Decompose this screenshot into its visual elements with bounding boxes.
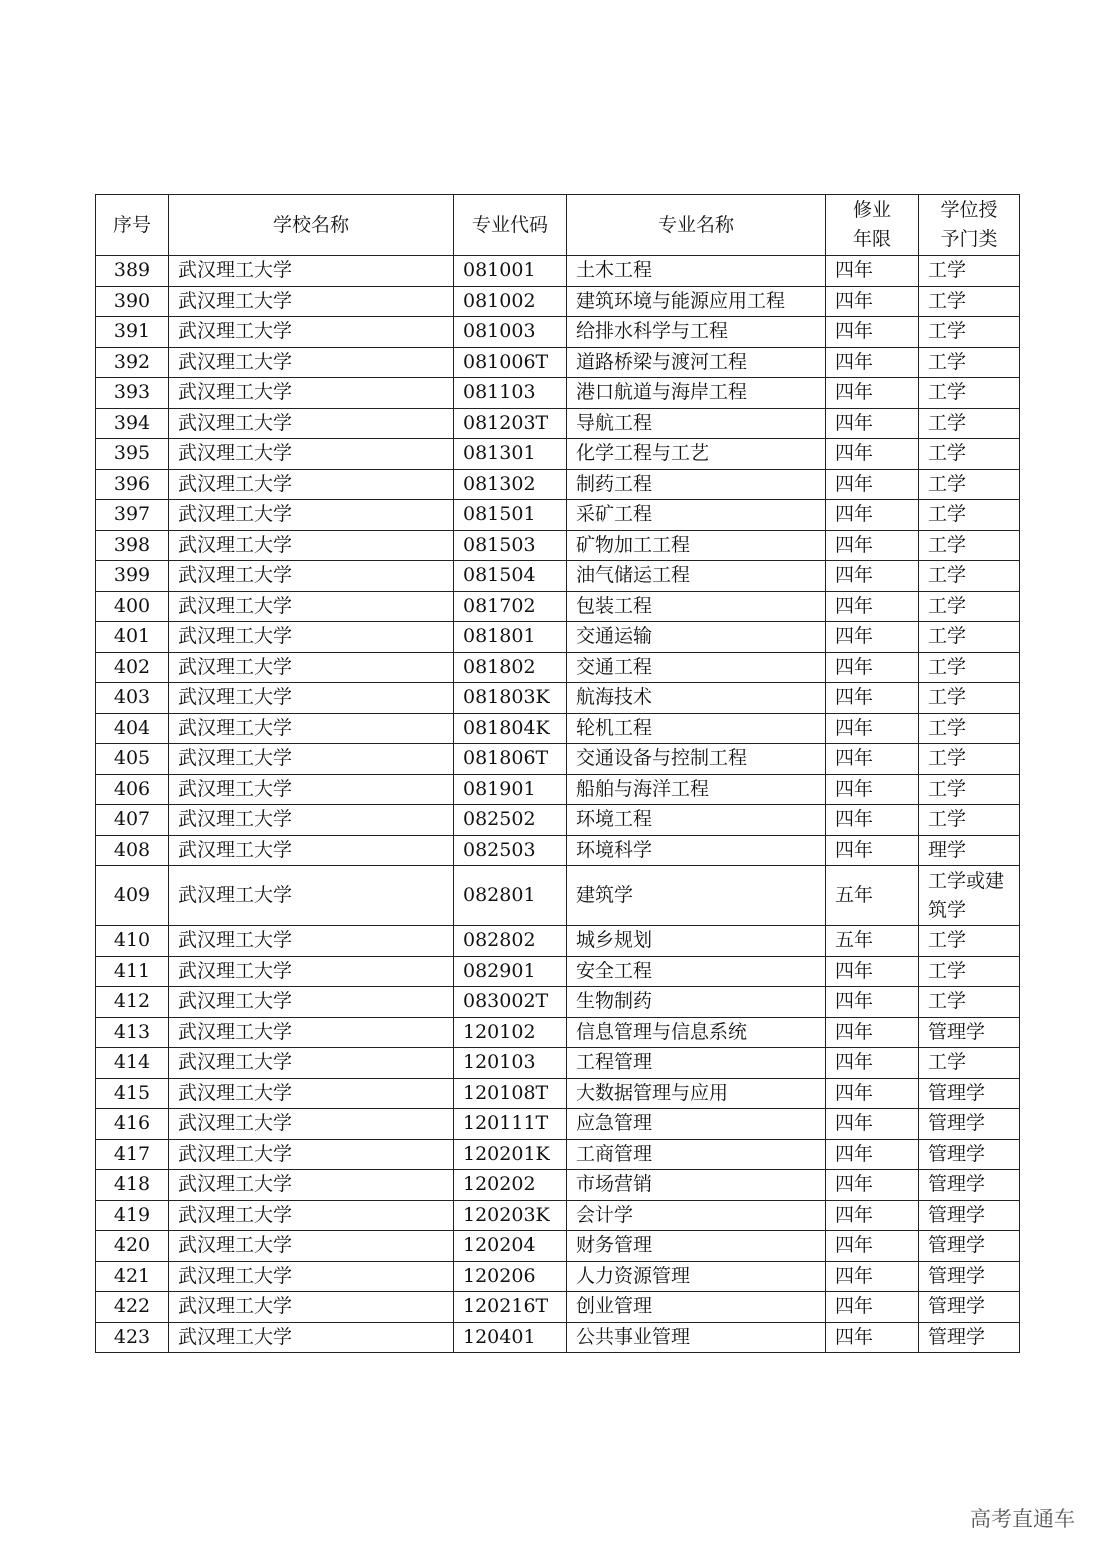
cell-school: 武汉理工大学 — [169, 987, 454, 1018]
cell-major: 城乡规划 — [567, 926, 826, 957]
cell-duration: 四年 — [826, 378, 919, 409]
cell-major: 信息管理与信息系统 — [567, 1017, 826, 1048]
cell-degree: 工学 — [919, 591, 1020, 622]
cell-code: 081103 — [454, 378, 567, 409]
cell-duration: 四年 — [826, 500, 919, 531]
table-row — [96, 256, 1020, 287]
table-row — [96, 591, 1020, 622]
cell-major: 建筑学 — [567, 866, 826, 926]
cell-major: 建筑环境与能源应用工程 — [567, 286, 826, 317]
cell-duration: 四年 — [826, 1322, 919, 1353]
cell-major: 人力资源管理 — [567, 1261, 826, 1292]
cell-major: 油气储运工程 — [567, 561, 826, 592]
cell-major: 港口航道与海岸工程 — [567, 378, 826, 409]
cell-school: 武汉理工大学 — [169, 866, 454, 926]
cell-school: 武汉理工大学 — [169, 1231, 454, 1262]
cell-seq: 412 — [96, 987, 169, 1018]
cell-degree: 工学 — [919, 683, 1020, 714]
table-row — [96, 439, 1020, 470]
cell-degree: 工学 — [919, 805, 1020, 836]
cell-degree: 工学 — [919, 317, 1020, 348]
cell-code: 081901 — [454, 774, 567, 805]
cell-major: 公共事业管理 — [567, 1322, 826, 1353]
cell-duration: 四年 — [826, 1200, 919, 1231]
cell-school: 武汉理工大学 — [169, 1200, 454, 1231]
cell-duration: 四年 — [826, 256, 919, 287]
cell-degree: 工学 — [919, 256, 1020, 287]
cell-duration: 四年 — [826, 713, 919, 744]
cell-seq: 417 — [96, 1139, 169, 1170]
cell-duration: 四年 — [826, 347, 919, 378]
cell-degree: 工学 — [919, 530, 1020, 561]
cell-degree: 管理学 — [919, 1139, 1020, 1170]
cell-school: 武汉理工大学 — [169, 835, 454, 866]
cell-code: 081203T — [454, 408, 567, 439]
cell-school: 武汉理工大学 — [169, 744, 454, 775]
cell-duration: 四年 — [826, 652, 919, 683]
table-row — [96, 987, 1020, 1018]
cell-code: 081802 — [454, 652, 567, 683]
cell-school: 武汉理工大学 — [169, 256, 454, 287]
cell-seq: 394 — [96, 408, 169, 439]
cell-degree: 工学 — [919, 956, 1020, 987]
cell-duration: 四年 — [826, 439, 919, 470]
table-row — [96, 1109, 1020, 1140]
cell-school: 武汉理工大学 — [169, 1261, 454, 1292]
cell-seq: 404 — [96, 713, 169, 744]
cell-code: 081804K — [454, 713, 567, 744]
cell-duration: 四年 — [826, 561, 919, 592]
cell-seq: 420 — [96, 1231, 169, 1262]
cell-degree: 工学 — [919, 622, 1020, 653]
cell-duration: 四年 — [826, 987, 919, 1018]
cell-seq: 415 — [96, 1078, 169, 1109]
table-row — [96, 1017, 1020, 1048]
cell-duration: 四年 — [826, 1078, 919, 1109]
cell-seq: 419 — [96, 1200, 169, 1231]
header-code: 专业代码 — [454, 195, 567, 256]
cell-school: 武汉理工大学 — [169, 317, 454, 348]
table-row — [96, 317, 1020, 348]
cell-seq: 408 — [96, 835, 169, 866]
table-row — [96, 500, 1020, 531]
cell-major: 航海技术 — [567, 683, 826, 714]
cell-major: 交通运输 — [567, 622, 826, 653]
cell-degree: 工学 — [919, 926, 1020, 957]
cell-code: 082502 — [454, 805, 567, 836]
cell-code: 082801 — [454, 866, 567, 926]
watermark: 高考直通车 — [970, 1507, 1075, 1531]
cell-duration: 四年 — [826, 805, 919, 836]
cell-school: 武汉理工大学 — [169, 439, 454, 470]
cell-duration: 四年 — [826, 1261, 919, 1292]
table-row — [96, 530, 1020, 561]
cell-duration: 四年 — [826, 956, 919, 987]
cell-degree: 工学 — [919, 469, 1020, 500]
cell-code: 081302 — [454, 469, 567, 500]
table-row — [96, 683, 1020, 714]
table-row — [96, 378, 1020, 409]
table-header — [96, 195, 1020, 256]
table-row — [96, 1048, 1020, 1079]
cell-code: 120103 — [454, 1048, 567, 1079]
cell-school: 武汉理工大学 — [169, 469, 454, 500]
cell-code: 081501 — [454, 500, 567, 531]
cell-degree: 工学 — [919, 347, 1020, 378]
cell-seq: 406 — [96, 774, 169, 805]
table-row — [96, 408, 1020, 439]
cell-code: 081002 — [454, 286, 567, 317]
header-major: 专业名称 — [567, 195, 826, 256]
cell-degree: 管理学 — [919, 1292, 1020, 1323]
cell-degree: 管理学 — [919, 1322, 1020, 1353]
cell-degree: 工学 — [919, 713, 1020, 744]
cell-school: 武汉理工大学 — [169, 530, 454, 561]
cell-duration: 四年 — [826, 1139, 919, 1170]
cell-duration: 四年 — [826, 1109, 919, 1140]
table-row — [96, 1170, 1020, 1201]
table-row — [96, 713, 1020, 744]
cell-seq: 403 — [96, 683, 169, 714]
cell-seq: 392 — [96, 347, 169, 378]
table-row — [96, 926, 1020, 957]
cell-duration: 四年 — [826, 530, 919, 561]
cell-degree: 管理学 — [919, 1231, 1020, 1262]
cell-seq: 411 — [96, 956, 169, 987]
table-row — [96, 1139, 1020, 1170]
cell-seq: 418 — [96, 1170, 169, 1201]
cell-duration: 四年 — [826, 591, 919, 622]
cell-school: 武汉理工大学 — [169, 956, 454, 987]
table-row — [96, 286, 1020, 317]
table-row — [96, 469, 1020, 500]
cell-code: 120201K — [454, 1139, 567, 1170]
table-row — [96, 622, 1020, 653]
cell-seq: 395 — [96, 439, 169, 470]
cell-degree: 工学 — [919, 744, 1020, 775]
cell-code: 083002T — [454, 987, 567, 1018]
cell-code: 120206 — [454, 1261, 567, 1292]
cell-degree: 工学 — [919, 286, 1020, 317]
cell-seq: 399 — [96, 561, 169, 592]
cell-code: 081503 — [454, 530, 567, 561]
cell-major: 化学工程与工艺 — [567, 439, 826, 470]
table-row — [96, 805, 1020, 836]
cell-duration: 四年 — [826, 1231, 919, 1262]
cell-duration: 四年 — [826, 1170, 919, 1201]
cell-seq: 409 — [96, 866, 169, 926]
cell-degree: 工学 — [919, 408, 1020, 439]
table-row — [96, 347, 1020, 378]
cell-degree: 工学 — [919, 378, 1020, 409]
cell-major: 安全工程 — [567, 956, 826, 987]
cell-degree: 工学 — [919, 652, 1020, 683]
cell-major: 矿物加工工程 — [567, 530, 826, 561]
cell-degree: 工学 — [919, 439, 1020, 470]
table-row — [96, 1261, 1020, 1292]
cell-degree: 工学 — [919, 987, 1020, 1018]
cell-school: 武汉理工大学 — [169, 1048, 454, 1079]
header-seq: 序号 — [96, 195, 169, 256]
cell-seq: 401 — [96, 622, 169, 653]
cell-seq: 422 — [96, 1292, 169, 1323]
cell-seq: 421 — [96, 1261, 169, 1292]
cell-school: 武汉理工大学 — [169, 561, 454, 592]
cell-code: 081006T — [454, 347, 567, 378]
cell-school: 武汉理工大学 — [169, 652, 454, 683]
cell-seq: 396 — [96, 469, 169, 500]
table-row — [96, 652, 1020, 683]
cell-seq: 393 — [96, 378, 169, 409]
cell-code: 081301 — [454, 439, 567, 470]
cell-major: 大数据管理与应用 — [567, 1078, 826, 1109]
table-row — [96, 1322, 1020, 1353]
cell-degree: 管理学 — [919, 1170, 1020, 1201]
table-row — [96, 744, 1020, 775]
header-school: 学校名称 — [169, 195, 454, 256]
cell-school: 武汉理工大学 — [169, 774, 454, 805]
cell-major: 道路桥梁与渡河工程 — [567, 347, 826, 378]
cell-school: 武汉理工大学 — [169, 1109, 454, 1140]
table-row — [96, 956, 1020, 987]
cell-school: 武汉理工大学 — [169, 622, 454, 653]
cell-degree: 工学 — [919, 1048, 1020, 1079]
header-duration: 修业年限 — [826, 195, 919, 256]
cell-code: 081003 — [454, 317, 567, 348]
cell-code: 081504 — [454, 561, 567, 592]
cell-school: 武汉理工大学 — [169, 713, 454, 744]
cell-duration: 四年 — [826, 622, 919, 653]
cell-seq: 397 — [96, 500, 169, 531]
cell-seq: 407 — [96, 805, 169, 836]
cell-code: 082503 — [454, 835, 567, 866]
cell-degree: 工学 — [919, 774, 1020, 805]
cell-school: 武汉理工大学 — [169, 683, 454, 714]
cell-code: 082802 — [454, 926, 567, 957]
cell-school: 武汉理工大学 — [169, 286, 454, 317]
cell-duration: 五年 — [826, 866, 919, 926]
cell-degree: 管理学 — [919, 1261, 1020, 1292]
cell-degree: 工学 — [919, 500, 1020, 531]
cell-degree: 理学 — [919, 835, 1020, 866]
cell-school: 武汉理工大学 — [169, 926, 454, 957]
cell-duration: 四年 — [826, 317, 919, 348]
cell-degree: 管理学 — [919, 1078, 1020, 1109]
cell-major: 生物制药 — [567, 987, 826, 1018]
cell-code: 081702 — [454, 591, 567, 622]
table-row — [96, 866, 1020, 926]
cell-duration: 四年 — [826, 286, 919, 317]
cell-major: 给排水科学与工程 — [567, 317, 826, 348]
table-row — [96, 1231, 1020, 1262]
cell-seq: 405 — [96, 744, 169, 775]
cell-seq: 402 — [96, 652, 169, 683]
cell-school: 武汉理工大学 — [169, 1292, 454, 1323]
table-row — [96, 1200, 1020, 1231]
cell-school: 武汉理工大学 — [169, 1017, 454, 1048]
cell-seq: 410 — [96, 926, 169, 957]
cell-code: 120203K — [454, 1200, 567, 1231]
cell-duration: 四年 — [826, 1292, 919, 1323]
cell-code: 082901 — [454, 956, 567, 987]
cell-school: 武汉理工大学 — [169, 1170, 454, 1201]
cell-code: 120401 — [454, 1322, 567, 1353]
cell-code: 120216T — [454, 1292, 567, 1323]
cell-school: 武汉理工大学 — [169, 347, 454, 378]
cell-degree: 管理学 — [919, 1200, 1020, 1231]
table-row — [96, 1292, 1020, 1323]
cell-degree: 工学或建筑学 — [919, 866, 1020, 926]
cell-school: 武汉理工大学 — [169, 408, 454, 439]
cell-duration: 四年 — [826, 408, 919, 439]
cell-school: 武汉理工大学 — [169, 1078, 454, 1109]
cell-major: 采矿工程 — [567, 500, 826, 531]
cell-seq: 391 — [96, 317, 169, 348]
cell-degree: 管理学 — [919, 1109, 1020, 1140]
cell-school: 武汉理工大学 — [169, 500, 454, 531]
table-row — [96, 1078, 1020, 1109]
cell-major: 会计学 — [567, 1200, 826, 1231]
cell-duration: 四年 — [826, 744, 919, 775]
cell-code: 081001 — [454, 256, 567, 287]
cell-seq: 389 — [96, 256, 169, 287]
cell-duration: 四年 — [826, 683, 919, 714]
cell-duration: 四年 — [826, 835, 919, 866]
cell-major: 环境科学 — [567, 835, 826, 866]
cell-duration: 四年 — [826, 774, 919, 805]
cell-duration: 五年 — [826, 926, 919, 957]
cell-major: 工商管理 — [567, 1139, 826, 1170]
cell-code: 120108T — [454, 1078, 567, 1109]
cell-major: 土木工程 — [567, 256, 826, 287]
cell-major: 财务管理 — [567, 1231, 826, 1262]
cell-major: 包装工程 — [567, 591, 826, 622]
header-degree: 学位授予门类 — [919, 195, 1020, 256]
cell-seq: 400 — [96, 591, 169, 622]
cell-degree: 管理学 — [919, 1017, 1020, 1048]
cell-major: 工程管理 — [567, 1048, 826, 1079]
cell-major: 导航工程 — [567, 408, 826, 439]
cell-school: 武汉理工大学 — [169, 378, 454, 409]
cell-degree: 工学 — [919, 561, 1020, 592]
table-row — [96, 835, 1020, 866]
cell-seq: 423 — [96, 1322, 169, 1353]
cell-code: 081806T — [454, 744, 567, 775]
cell-seq: 413 — [96, 1017, 169, 1048]
cell-school: 武汉理工大学 — [169, 1139, 454, 1170]
cell-major: 创业管理 — [567, 1292, 826, 1323]
cell-duration: 四年 — [826, 1017, 919, 1048]
cell-major: 交通工程 — [567, 652, 826, 683]
cell-duration: 四年 — [826, 469, 919, 500]
header-row — [96, 195, 1020, 256]
cell-school: 武汉理工大学 — [169, 1322, 454, 1353]
cell-major: 交通设备与控制工程 — [567, 744, 826, 775]
cell-seq: 398 — [96, 530, 169, 561]
table-row — [96, 561, 1020, 592]
cell-code: 120202 — [454, 1170, 567, 1201]
cell-code: 120111T — [454, 1109, 567, 1140]
table-body — [96, 256, 1020, 1353]
cell-school: 武汉理工大学 — [169, 805, 454, 836]
cell-major: 环境工程 — [567, 805, 826, 836]
cell-seq: 416 — [96, 1109, 169, 1140]
cell-school: 武汉理工大学 — [169, 591, 454, 622]
cell-major: 船舶与海洋工程 — [567, 774, 826, 805]
cell-duration: 四年 — [826, 1048, 919, 1079]
table-row — [96, 774, 1020, 805]
cell-major: 制药工程 — [567, 469, 826, 500]
cell-seq: 414 — [96, 1048, 169, 1079]
majors-table — [95, 194, 1020, 1353]
cell-major: 应急管理 — [567, 1109, 826, 1140]
cell-major: 市场营销 — [567, 1170, 826, 1201]
cell-code: 081801 — [454, 622, 567, 653]
cell-code: 120102 — [454, 1017, 567, 1048]
cell-seq: 390 — [96, 286, 169, 317]
cell-major: 轮机工程 — [567, 713, 826, 744]
cell-code: 120204 — [454, 1231, 567, 1262]
cell-code: 081803K — [454, 683, 567, 714]
